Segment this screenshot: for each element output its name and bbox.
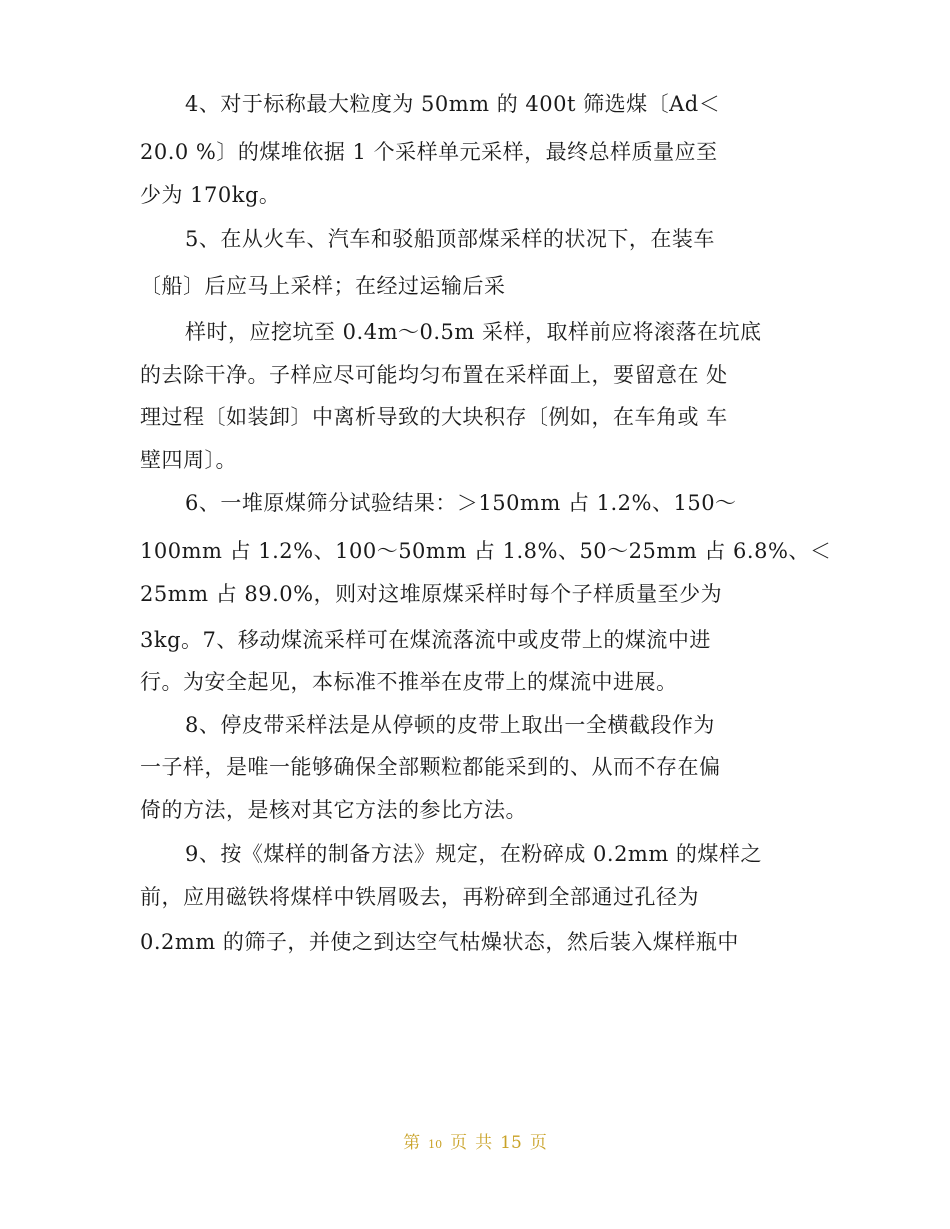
text-line: 4、对于标称最大粒度为 50mm 的 400t 筛选煤〔Ad＜ [185, 92, 721, 116]
text-line: 行。为安全起见，本标准不推举在皮带上的煤流中进展。 [140, 670, 678, 694]
text-line: 样时，应挖坑至 0.4m～0.5m 采样，取样前应将滚落在坑底 [185, 320, 762, 344]
text-line: 5、在从火车、汽车和驳船顶部煤采样的状况下，在装车 [185, 227, 715, 251]
text-line: 0.2mm 的筛子，并使之到达空气枯燥状态，然后装入煤样瓶中 [140, 930, 739, 954]
page-total-number: 15 [500, 1133, 522, 1153]
text-line: 壁四周〕。 [140, 448, 237, 472]
text-line: 的去除干净。子样应尽可能均匀布置在采样面上，要留意在 处 [140, 363, 728, 387]
text-line: 20.0 %〕的煤堆依据 1 个采样单元采样，最终总样质量应至 [140, 140, 718, 164]
text-line: 9、按《煤样的制备方法》规定，在粉碎成 0.2mm 的煤样之 [185, 842, 762, 866]
text-line: 倚的方法，是核对其它方法的参比方法。 [140, 798, 527, 822]
text-line: 100mm 占 1.2%、100～50mm 占 1.8%、50～25mm 占 6.8%、＜ [140, 539, 832, 563]
footer-di: 第 [403, 1133, 421, 1153]
text-line: 6、一堆原煤筛分试验结果：＞150mm 占 1.2%、150～ [185, 491, 737, 515]
text-line: 3kg。7、移动煤流采样可在煤流落流中或皮带上的煤流中进 [140, 628, 711, 652]
text-line: 理过程〔如装卸〕中离析导致的大块积存〔例如，在车角或 车 [140, 405, 728, 429]
text-line: 少为 170kg。 [140, 183, 281, 207]
page-footer [0, 1131, 950, 1157]
text-line: 前，应用磁铁将煤样中铁屑吸去，再粉碎到全部通过孔径为 [140, 885, 699, 909]
text-line: 25mm 占 89.0%，则对这堆原煤采样时每个子样质量至少为 [140, 582, 723, 606]
footer-gong: 共 [475, 1133, 493, 1153]
text-line: 8、停皮带采样法是从停顿的皮带上取出一全横截段作为 [185, 713, 715, 737]
page-current-number: 10 [428, 1138, 443, 1151]
text-line: 一子样，是唯一能够确保全部颗粒都能采到的、从而不存在偏 [140, 755, 721, 779]
footer-ye: 页 [450, 1133, 468, 1153]
text-line: 〔船〕后应马上采样；在经过运输后采 [140, 274, 506, 298]
footer-ye-end: 页 [529, 1133, 547, 1153]
